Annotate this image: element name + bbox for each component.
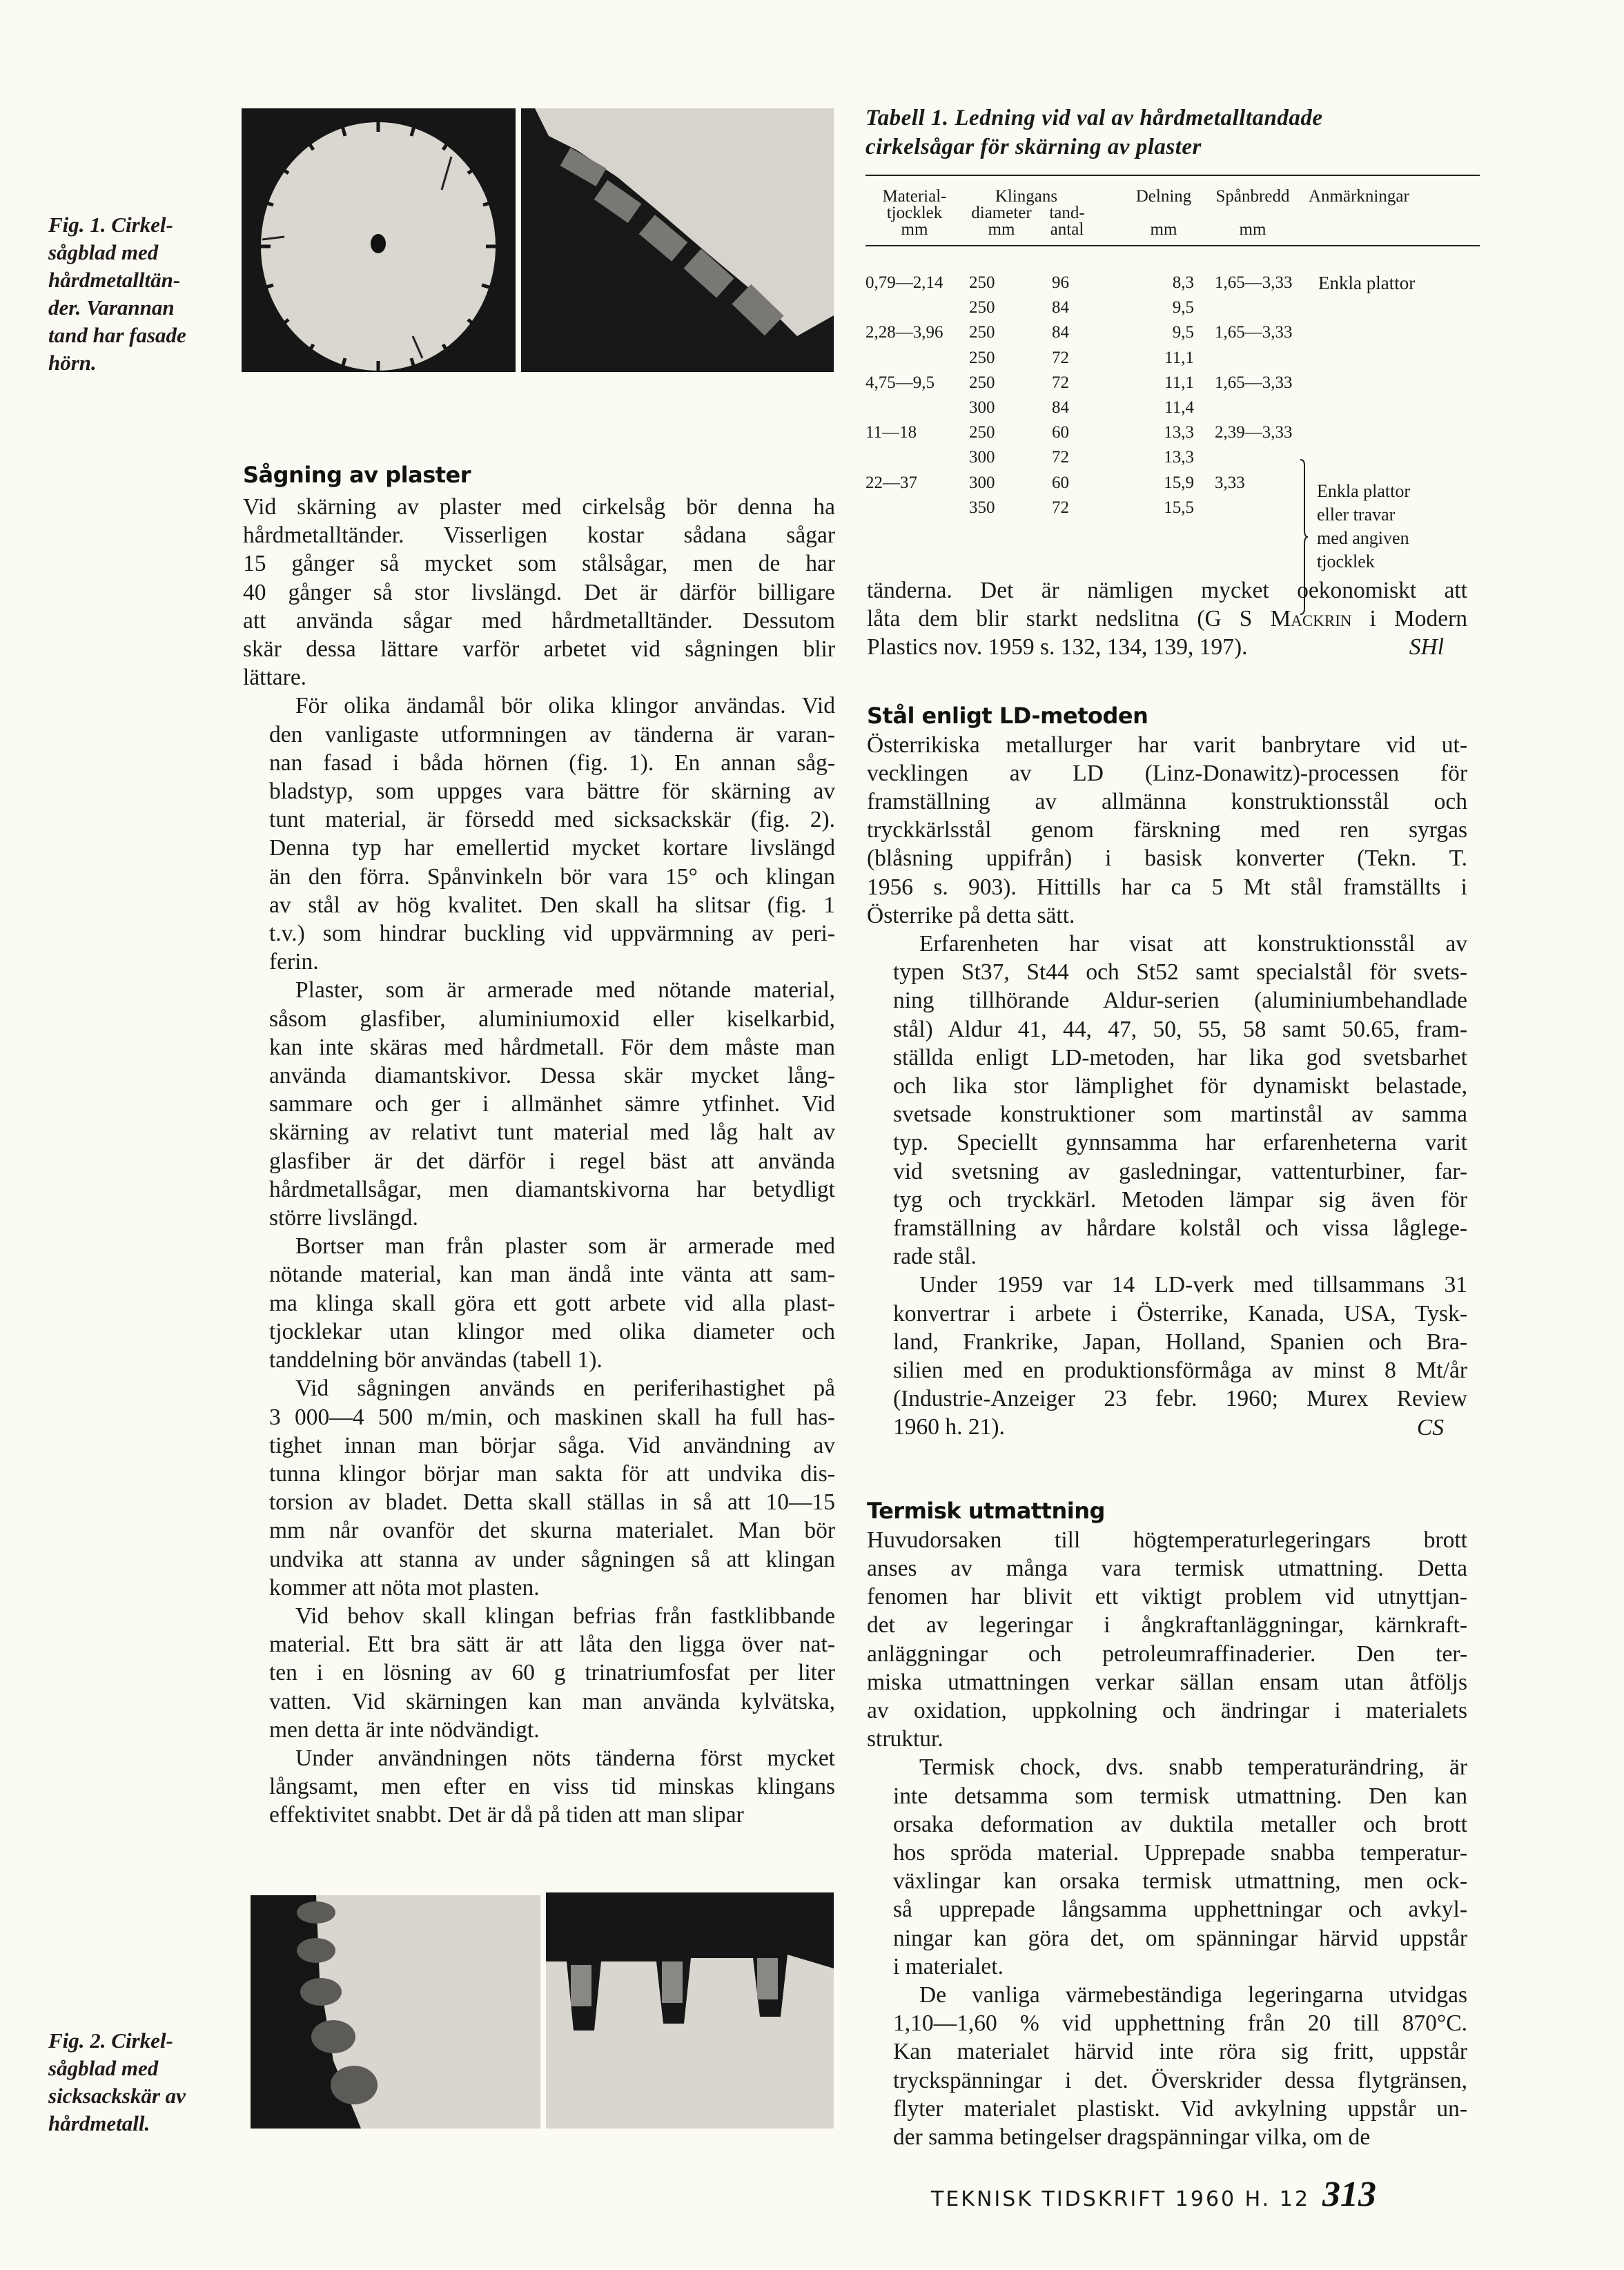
text-line: Termisk chock, dvs. snabb temperaturändring, är xyxy=(919,1754,1467,1781)
text-line: svetsade konstruktioner som martinstål av samma xyxy=(893,1102,1467,1128)
cell-delning: 8,3 xyxy=(1172,273,1194,292)
text-line: tjocklekar utan klingor med olika diameter och xyxy=(269,1318,835,1344)
text-line: vecklingen av LD (Linz-Donawitz)-processen för xyxy=(867,760,1467,786)
text-line: typen St37, St44 och St52 samt specialstål för svets- xyxy=(893,959,1467,986)
text-line: framställning av allmänna konstruktionsstål och xyxy=(867,789,1467,815)
text-line: nan fasad i båda hörnen (fig. 1). En annan såg- xyxy=(269,750,835,776)
heading-stal-enligt-ld-metoden: Stål enligt LD-metoden xyxy=(867,702,1148,729)
cell-delning: 15,9 xyxy=(1164,473,1194,492)
caption-line: hårdmetall. xyxy=(48,2111,150,2135)
fig2-caption xyxy=(48,2027,235,2137)
cell-materialtjocklek: 22—37 xyxy=(865,473,917,492)
caption-line: sågblad med xyxy=(48,2056,159,2080)
text-line: fenomen har blivit ett viktigt problem vid utnyttjan- xyxy=(867,1584,1467,1610)
paragraph xyxy=(243,976,835,1232)
cell-delning: 11,4 xyxy=(1164,398,1194,417)
zigzag-side-icon xyxy=(251,1895,540,2129)
text-line: ten i en lösning av 60 g trinatriumfosfat per liter xyxy=(269,1660,835,1686)
text-line: För olika ändamål bör olika klingor användas. Vid xyxy=(295,693,835,719)
text-line: typ. Speciellt gynnsamma har erfarenheterna varit xyxy=(893,1130,1467,1156)
cell-tandantal: 60 xyxy=(1052,423,1069,442)
header-text: mm xyxy=(1239,220,1266,239)
table-row xyxy=(865,321,1480,344)
cell-delning: 15,5 xyxy=(1164,498,1194,517)
cell-materialtjocklek: 11—18 xyxy=(865,423,917,442)
cell-delning: 9,5 xyxy=(1172,323,1194,342)
header-klingans xyxy=(968,188,1085,205)
text-line: tänderna. Det är nämligen mycket oekonomiskt att xyxy=(867,578,1467,603)
text-line: långsamt, men efter en viss tid minskas klingans xyxy=(269,1774,835,1800)
text-line: (Industrie-Anzeiger 23 febr. 1960; Murex Review xyxy=(893,1386,1467,1412)
text-line: flyter materialet plastiskt. Vid avkylning uppstår un- xyxy=(893,2095,1467,2122)
text-line: undvika att stanna av under sågningen så att klingan xyxy=(269,1546,835,1572)
paragraph xyxy=(243,1232,835,1374)
text-line: så upprepade långsamma upphettningar och avkyl- xyxy=(893,1897,1467,1923)
text-line: Erfarenheten har visat att konstruktionsstål av xyxy=(919,931,1467,957)
text-line: Denna typ har emellertid mycket kortare livslängd xyxy=(269,835,835,861)
text-line: 1,10—1,60 % vid upphettning från 20 till 870°C. xyxy=(893,2010,1467,2037)
cell-delning: 13,3 xyxy=(1164,423,1194,442)
continuation-paragraph xyxy=(867,576,1467,662)
text-line: land, Frankrike, Japan, Holland, Spanien och Bra- xyxy=(893,1329,1467,1355)
note-line: eller travar xyxy=(1317,505,1396,525)
header-text: antal xyxy=(1050,220,1084,239)
text-line: såsom glasfiber, aluminiumoxid eller kiselkarbid, xyxy=(269,1006,835,1032)
table-title-line: Tabell 1. Ledning vid val av hårdmetalltandade xyxy=(865,106,1323,130)
text-line: torsion av bladet. Detta skall ställas in så att 10—15 xyxy=(269,1489,835,1516)
text-line: nötande material, kan man ändå inte vänta att sam- xyxy=(269,1262,835,1288)
text-part: i Modern xyxy=(1351,606,1468,632)
text-line: än den förra. Spånvinkeln bör vara 15° och klingan xyxy=(269,863,835,890)
text-line: inte detsamma som termisk utmattning. Den kan xyxy=(893,1783,1467,1809)
author-name: Mackrin xyxy=(1270,606,1352,632)
table-header-rule xyxy=(865,245,1480,246)
header-diameter xyxy=(963,205,1039,238)
text-line: den vanligaste utformningen av tänderna är varan- xyxy=(269,721,835,747)
text-line: glasfiber är det därför i regel bäst att använda xyxy=(269,1148,835,1174)
table-row xyxy=(865,271,1480,295)
text-line: 3 000—4 500 m/min, och maskinen skall ha full has- xyxy=(269,1404,835,1430)
left-column-body xyxy=(243,493,835,1830)
caption-line: Fig. 1. Cirkel- xyxy=(48,213,173,237)
note-line: med angiven xyxy=(1317,528,1409,548)
cell-diameter: 250 xyxy=(969,348,995,367)
caption-line: hårdmetalltän- xyxy=(48,268,181,292)
text-line: tunt material, är försedd med sicksackskär (fig. 2). xyxy=(269,807,835,833)
zigzag-teeth-side-photo xyxy=(251,1895,540,2129)
signature-cs: CS xyxy=(1416,1414,1444,1440)
text-line: tighet innan man börjar såga. Vid användning av xyxy=(269,1432,835,1458)
header-text: Delning xyxy=(1135,187,1192,206)
text-part: Plastics nov. 1959 s. 132, 134, 139, 197). xyxy=(867,634,1248,661)
table-row xyxy=(865,396,1480,420)
page-footer xyxy=(931,2174,1376,2215)
text-line: tyg och tryckkärl. Metoden lämpar sig även för xyxy=(893,1186,1467,1213)
header-text: Anmärkningar xyxy=(1309,187,1409,206)
text-line: rade stål. xyxy=(893,1244,977,1270)
caption-line: der. Varannan xyxy=(48,295,175,320)
paragraph xyxy=(243,493,835,692)
text-line: anses av många vara termisk utmattning. Detta xyxy=(867,1555,1467,1581)
text-line: anläggningar och petroleumraffinaderier. Den ter- xyxy=(867,1641,1467,1667)
text-line: 15 gånger så mycket som stålsågar, men de har xyxy=(243,551,835,577)
table1-block xyxy=(865,104,1480,571)
text-line: ma klinga skall göra ett gott arbete vid alla plast- xyxy=(269,1290,835,1316)
cell-diameter: 250 xyxy=(969,373,995,392)
table-header xyxy=(865,183,1480,241)
header-text: Spånbredd xyxy=(1215,187,1290,206)
paragraph xyxy=(867,1753,1467,1981)
zigzag-front-icon xyxy=(546,1892,834,2129)
page-number: 313 xyxy=(1322,2175,1376,2214)
text-line: bladstyp, som uppges vara bättre för skärning av xyxy=(269,779,835,805)
text-line: Vid skärning av plaster med cirkelsåg bör denna ha xyxy=(243,494,835,520)
paragraph xyxy=(867,731,1467,930)
text-line: sammare och ger i allmänhet sämre ytfinhet. Vid xyxy=(269,1091,835,1117)
header-text: diameter xyxy=(971,204,1032,222)
text-line: skär dessa lättare varför arbetet vid sågningen blir xyxy=(243,636,835,663)
fig1-caption xyxy=(48,211,235,377)
text-line: att använda sågar med hårdmetalltänder. Dessutom xyxy=(243,607,835,634)
ld-section-body xyxy=(867,731,1467,1442)
text-line: Österrikiska metallurger har varit banbrytare vid ut- xyxy=(867,732,1467,758)
table-row xyxy=(865,296,1480,320)
text-line: (blåsning uppifrån) i basisk konverter (Tekn. T. xyxy=(867,845,1467,872)
table-row xyxy=(865,371,1480,395)
header-text: Klingans xyxy=(995,187,1058,206)
table1-title xyxy=(865,104,1480,162)
note-line: tjocklek xyxy=(1317,551,1375,571)
cell-tandantal: 84 xyxy=(1052,398,1069,417)
saw-blade-icon xyxy=(242,108,516,372)
header-text: tjocklek xyxy=(886,204,943,222)
right-column xyxy=(867,576,1467,2151)
cell-tandantal: 72 xyxy=(1052,448,1069,467)
text-line xyxy=(867,605,1467,633)
header-text: Material- xyxy=(882,187,947,206)
paragraph xyxy=(867,930,1467,1271)
text-line: av oxidation, uppkolning och ändringar i materialets xyxy=(867,1697,1467,1723)
text-line: miska utmattningen verkar sällan ensam utan åtföljs xyxy=(867,1669,1467,1695)
text-line: framställning av hårdare kolstål och vissa låglege- xyxy=(893,1215,1467,1242)
text-line: använda diamantskivor. Dessa skär mycket lång- xyxy=(269,1063,835,1089)
text-line: större livslängd. xyxy=(269,1205,418,1231)
header-text: mm xyxy=(988,220,1015,239)
text-line: Under 1959 var 14 LD-verk med tillsammans 31 xyxy=(919,1272,1467,1298)
text-line: Vid sågningen används en periferihastighet på xyxy=(295,1376,835,1402)
text-line: De vanliga värmebeständiga legeringarna utvidgas xyxy=(919,1982,1467,2008)
text-line: det av legeringar i ångkraftanläggningar, kärnkraft- xyxy=(867,1612,1467,1638)
header-tandantal xyxy=(1039,205,1095,238)
cell-diameter: 250 xyxy=(969,298,995,317)
text-line: Plaster, som är armerade med nötande material, xyxy=(295,977,835,1004)
caption-line: hörn. xyxy=(48,351,97,375)
text-line: 1960 h. 21). xyxy=(893,1414,1005,1440)
bracket-note xyxy=(1317,480,1410,574)
circular-saw-blade-photo xyxy=(242,108,516,372)
text-line: tunna klingor börjar man sakta för att undvika dis- xyxy=(269,1460,835,1487)
cell-anmarkning: Enkla plattor xyxy=(1318,273,1416,293)
text-line: 40 gånger så stor livslängd. Det är därför billigare xyxy=(243,579,835,605)
cell-spanbredd: 2,39—3,33 xyxy=(1215,423,1293,442)
cell-diameter: 250 xyxy=(969,423,995,442)
cell-diameter: 300 xyxy=(969,473,995,492)
header-text: mm xyxy=(901,220,928,239)
text-line: material. Ett bra sätt är att låta den ligga över nat- xyxy=(269,1632,835,1658)
text-line: vatten. Vid skärningen kan man använda kylvätska, xyxy=(269,1688,835,1714)
text-line: ning tillhörande Aldur-serien (aluminiumbehandlade xyxy=(893,988,1467,1014)
text-line: ställda enligt LD-metoden, har lika god svetsbarhet xyxy=(893,1044,1467,1070)
text-line: effektivitet snabbt. Det är då på tiden att man slipar xyxy=(269,1802,744,1828)
text-line: Vid behov skall klingan befrias från fastklibbande xyxy=(295,1603,835,1629)
cell-delning: 11,1 xyxy=(1164,348,1194,367)
text-line: ningar kan göra det, om spänningar härvid uppstår xyxy=(893,1925,1467,1951)
text-line: Österrike på detta sätt. xyxy=(867,902,1075,928)
text-line: ferin. xyxy=(269,949,319,975)
paragraph xyxy=(243,692,835,976)
text-line: tryckspänningar i det. Överskrider dessa flytgränsen, xyxy=(893,2067,1467,2093)
text-line: i materialet. xyxy=(893,1953,1004,1979)
cell-diameter: 250 xyxy=(969,273,995,292)
cell-delning: 9,5 xyxy=(1172,298,1194,317)
paragraph xyxy=(243,1744,835,1830)
text-line: vid svetsning av gasledningar, vattenturbiner, far- xyxy=(893,1158,1467,1184)
header-spanbredd xyxy=(1208,188,1298,238)
cell-diameter: 350 xyxy=(969,498,995,517)
thermal-section-body xyxy=(867,1526,1467,2151)
caption-line: tand har fasade xyxy=(48,323,186,347)
cell-spanbredd: 3,33 xyxy=(1215,473,1245,492)
text-line xyxy=(867,633,1467,661)
cell-delning: 13,3 xyxy=(1164,448,1194,467)
table-title-line: cirkelsågar för skärning av plaster xyxy=(865,135,1202,159)
cell-tandantal: 72 xyxy=(1052,373,1069,392)
header-anmarkningar xyxy=(1309,188,1474,205)
cell-tandantal: 60 xyxy=(1052,473,1069,492)
cell-materialtjocklek: 0,79—2,14 xyxy=(865,273,943,292)
header-text: tand- xyxy=(1049,204,1085,222)
cell-spanbredd: 1,65—3,33 xyxy=(1215,373,1293,392)
cell-tandantal: 72 xyxy=(1052,498,1069,517)
text-line: och lika stor lämplighet för dynamiskt belastade, xyxy=(893,1073,1467,1099)
paragraph xyxy=(867,1271,1467,1441)
cell-spanbredd: 1,65—3,33 xyxy=(1215,323,1293,342)
signature-shl: SHl xyxy=(1409,634,1444,661)
text-line: Bortser man från plaster som är armerade med xyxy=(295,1233,835,1260)
table-top-rule xyxy=(865,175,1480,176)
text-line: växlingar kan orsaka termisk utmattning, men ock- xyxy=(893,1868,1467,1895)
paragraph xyxy=(243,1374,835,1602)
cell-diameter: 300 xyxy=(969,398,995,417)
saw-teeth-closeup-photo xyxy=(521,108,834,372)
cell-materialtjocklek: 2,28—3,96 xyxy=(865,323,943,342)
text-part: låta dem blir starkt nedslitna (G S xyxy=(867,606,1271,632)
left-column xyxy=(243,460,835,1830)
text-line: hos spröda material. Upprepade snabba temperatur- xyxy=(893,1839,1467,1866)
cell-delning: 11,1 xyxy=(1164,373,1194,392)
header-materialtjocklek xyxy=(870,188,959,238)
heading-termisk-utmattning: Termisk utmattning xyxy=(867,1497,1105,1524)
text-line: der samma betingelser dragspänningar vilka, om de xyxy=(893,2124,1371,2150)
table-row xyxy=(865,346,1480,370)
journal-name: TEKNISK TIDSKRIFT 1960 H. 12 xyxy=(931,2187,1310,2211)
text-line: mm når ovanför det skurna materialet. Man bör xyxy=(269,1518,835,1544)
cell-diameter: 300 xyxy=(969,448,995,467)
text-line: Under användningen nöts tänderna först mycket xyxy=(295,1745,835,1771)
cell-tandantal: 84 xyxy=(1052,323,1069,342)
text-line: tryckkärlsstål genom färskning med ren syrgas xyxy=(867,817,1467,843)
text-line: Huvudorsaken till högtemperaturlegeringars brott xyxy=(867,1527,1467,1553)
text-line: tanddelning bör användas (tabell 1). xyxy=(269,1347,603,1373)
note-line: Enkla plattor xyxy=(1317,481,1411,501)
text-line: orsaka deformation av duktila metaller och brott xyxy=(893,1811,1467,1837)
text-line: konvertrar i arbete i Österrike, Kanada, USA, Tysk- xyxy=(893,1300,1467,1327)
text-line: t.v.) som hindrar buckling vid uppvärmning av peri- xyxy=(269,921,835,947)
zigzag-teeth-front-photo xyxy=(546,1892,834,2129)
cell-spanbredd: 1,65—3,33 xyxy=(1215,273,1293,292)
text-line: 1956 s. 903). Hittills har ca 5 Mt stål framställts i xyxy=(867,874,1467,900)
text-line: kan inte skäras med hårdmetall. För dem måste man xyxy=(269,1034,835,1060)
cell-tandantal: 84 xyxy=(1052,298,1069,317)
header-delning xyxy=(1129,188,1198,238)
cell-materialtjocklek: 4,75—9,5 xyxy=(865,373,935,392)
paragraph xyxy=(867,1981,1467,2151)
paragraph xyxy=(243,1602,835,1744)
cell-tandantal: 96 xyxy=(1052,273,1069,292)
table-row xyxy=(865,421,1480,444)
text-line: hårdmetalltänder. Visserligen kostar sådana sågar xyxy=(243,522,835,549)
text-line: struktur. xyxy=(867,1726,943,1752)
paragraph xyxy=(867,1526,1467,1754)
text-line: silien med en produktionsförmåga av minst 8 Mt/år xyxy=(893,1358,1467,1384)
cell-diameter: 250 xyxy=(969,323,995,342)
table-row xyxy=(865,446,1480,469)
cell-tandantal: 72 xyxy=(1052,348,1069,367)
header-text: mm xyxy=(1150,220,1177,239)
caption-line: sicksackskär av xyxy=(48,2084,186,2108)
text-line: hårdmetallsågar, men diamantskivorna har betydligt xyxy=(269,1176,835,1202)
text-line: kommer att nöta mot plasten. xyxy=(269,1574,540,1601)
caption-line: Fig. 2. Cirkel- xyxy=(48,2028,173,2053)
caption-line: sågblad med xyxy=(48,240,159,264)
text-line: av stål av hög kvalitet. Den skall ha slitsar (fig. 1 xyxy=(269,892,835,918)
text-line: lättare. xyxy=(243,665,307,691)
saw-teeth-icon xyxy=(521,108,834,372)
heading-sagning-av-plaster: Sågning av plaster xyxy=(243,462,471,488)
text-line: stål) Aldur 41, 44, 47, 50, 55, 58 samt 50.65, fram- xyxy=(893,1016,1467,1042)
text-line: men detta är inte nödvändigt. xyxy=(269,1716,540,1743)
text-line: skärning av relativt tunt material med låg halt av xyxy=(269,1119,835,1146)
text-line: Kan materialet härvid inte röra sig fritt, uppstår xyxy=(893,2039,1467,2065)
